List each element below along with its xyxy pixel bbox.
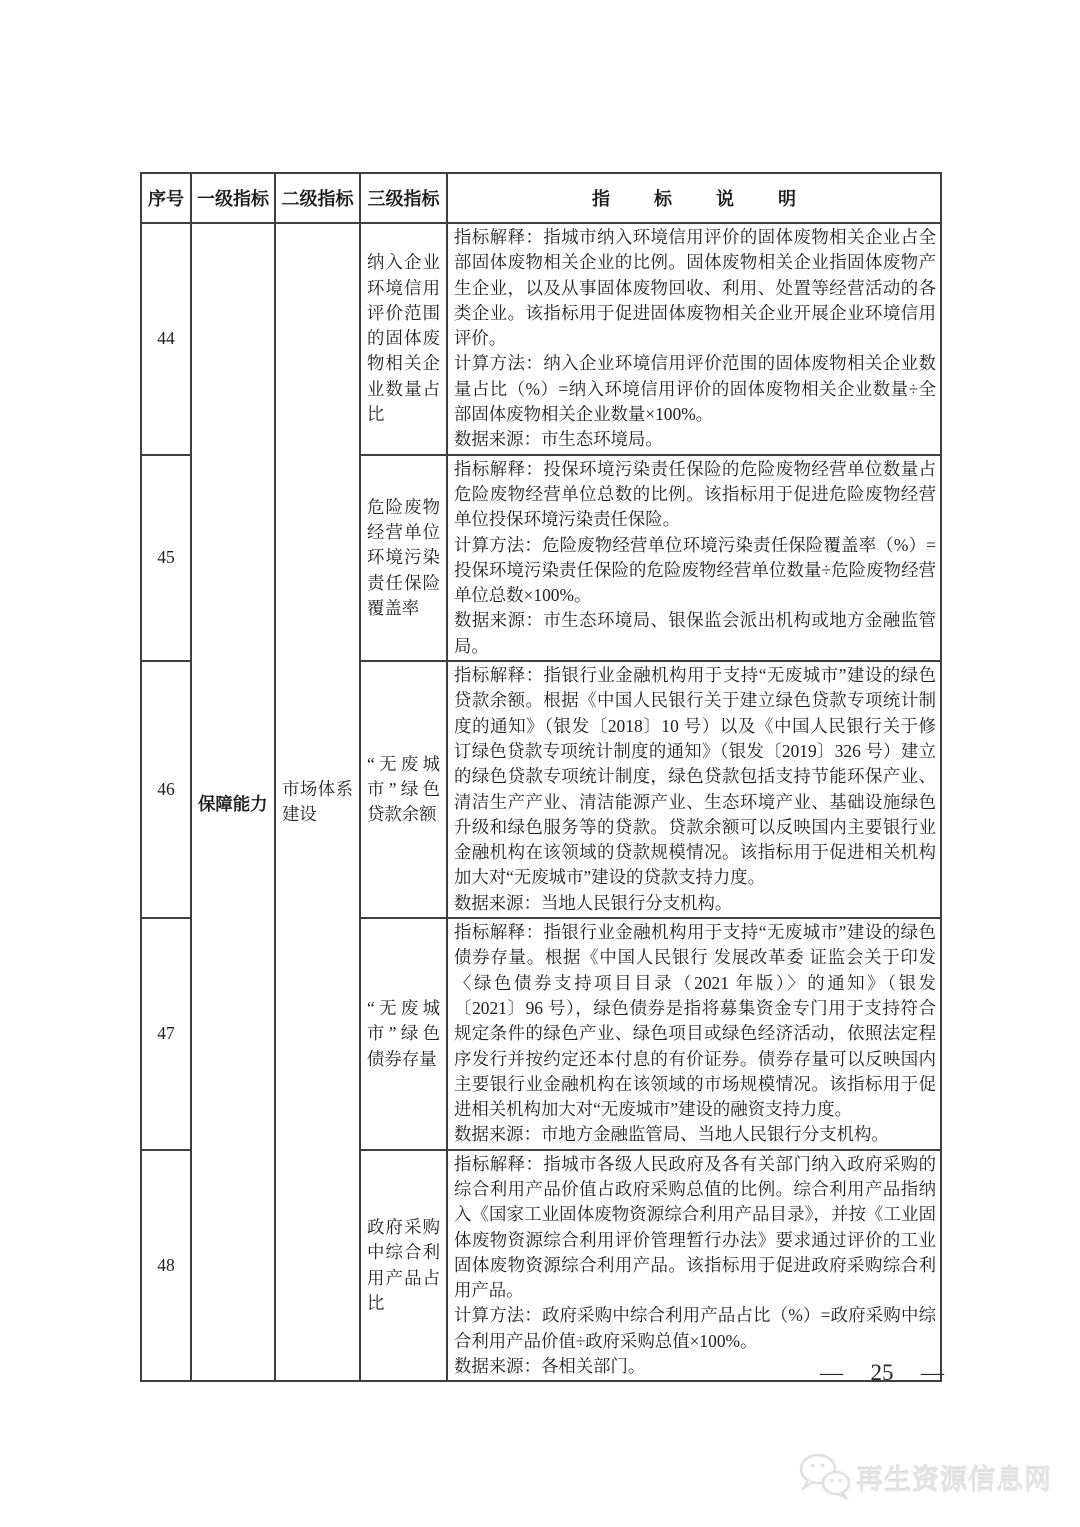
desc-paragraph: 数据来源：市地方金融监管局、当地人民银行分支机构。 [454,1124,889,1145]
row-number: 47 [141,918,191,1150]
level3-indicator: 危险废物经营单位环境污染责任保险覆盖率 [360,455,447,661]
level3-indicator: “无废城市”绿色债券存量 [360,918,447,1150]
row-number: 48 [141,1150,191,1382]
page-number [820,1360,944,1386]
indicator-description [447,455,941,661]
indicator-description [447,223,941,455]
col-header-no: 序号 [141,173,191,223]
col-header-level2: 二级指标 [275,173,360,223]
indicator-description [447,661,941,918]
page-number-dash: — [921,1360,944,1385]
watermark [796,1450,1052,1505]
level3-indicator: 纳入企业环境信用评价范围的固体废物相关企业数量占比 [360,223,447,455]
page-number-dash: — [820,1360,843,1385]
level2-indicator: 市场体系建设 [275,223,360,1381]
desc-paragraph: 数据来源：各相关部门。 [454,1356,646,1377]
desc-paragraph: 计算方法：政府采购中综合利用产品占比（%）=政府采购中综合利用产品价值÷政府采购总值×100%。 [454,1305,936,1351]
indicator-description [447,918,941,1150]
desc-paragraph: 指标解释：指城市各级人民政府及各有关部门纳入政府采购的综合利用产品价值占政府采购总值的比例。综合利用产品指纳入《国家工业固体废物资源综合利用产品目录》，并按《工业固体废物资源综合利用评价管理暂行办法》要求通过评价的工业固体废物资源综合利用产品。该指标用于促进政府采购综合利用产品。 [454,1153,936,1301]
row-number: 46 [141,661,191,918]
table-row [141,223,941,455]
desc-paragraph: 指标解释：指银行业金融机构用于支持“无废城市”建设的绿色贷款余额。根据《中国人民银行关于建立绿色贷款专项统计制度的通知》（银发〔2018〕10 号）以及《中国人民银行关于修订绿色贷款专项统计制度的通知》（银发〔2019〕326 号）建立的绿色贷款专项统计制度，绿色贷款包括支持节能环保产业、清洁生产产业、清洁能源产业、生态环境产业、基础设施绿色升级和绿色服务等的贷款。贷款余额可以反映国内主要银行业金融机构在该领域的贷款规模情况。该指标用于促进相关机构加大对“无废城市”建设的贷款支持力度。 [454,665,936,888]
desc-paragraph: 指标解释：指城市纳入环境信用评价的固体废物相关企业占全部固体废物相关企业的比例。固体废物相关企业指固体废物产生企业，以及从事固体废物回收、利用、处置等经营活动的各类企业。该指标用于促进固体废物相关企业开展企业环境信用评价。 [454,227,936,349]
desc-paragraph: 数据来源：市生态环境局、银保监会派出机构或地方金融监管局。 [454,610,936,656]
level1-indicator: 保障能力 [191,223,275,1381]
indicator-description [447,1150,941,1382]
col-header-level1: 一级指标 [191,173,275,223]
desc-paragraph: 计算方法：纳入企业环境信用评价范围的固体废物相关企业数量占比（%）=纳入环境信用评价的固体废物相关企业数量÷全部固体废物相关企业数量×100%。 [454,353,936,425]
row-number: 44 [141,223,191,455]
header-row [141,173,941,223]
desc-paragraph: 指标解释：投保环境污染责任保险的危险废物经营单位数量占危险废物经营单位总数的比例。该指标用于促进危险废物经营单位投保环境污染责任保险。 [454,458,936,530]
desc-paragraph: 指标解释：指银行业金融机构用于支持“无废城市”建设的绿色债券存量。根据《中国人民银行 发展改革委 证监会关于印发〈绿色债券支持项目目录（2021 年版）〉的通知》（银发〔2021〕96 号），绿色债券是指将募集资金专门用于支持符合规定条件的绿色产业、绿色项目或绿色经济活动，依照法定程序发行并按约定还本付息的有价证券。债券存量可以反映国内主要银行业金融机构在该领域的市场规模情况。该指标用于促进相关机构加大对“无废城市”建设的融资支持力度。 [454,922,936,1120]
watermark-text: 再生资源信息网 [856,1465,1052,1495]
desc-paragraph: 计算方法：危险废物经营单位环境污染责任保险覆盖率（%）=投保环境污染责任保险的危险废物经营单位数量÷危险废物经营单位总数×100%。 [454,534,936,606]
indicator-table [140,172,942,1382]
wechat-icon [796,1450,852,1505]
level3-indicator: “无废城市”绿色贷款余额 [360,661,447,918]
col-header-level3: 三级指标 [360,173,447,223]
desc-paragraph: 数据来源：市生态环境局。 [454,429,663,450]
level3-indicator: 政府采购中综合利用产品占比 [360,1150,447,1382]
desc-paragraph: 数据来源：当地人民银行分支机构。 [454,892,733,913]
page-number-value: 25 [870,1360,894,1385]
row-number: 45 [141,455,191,661]
col-header-description: 指标说明 [447,173,941,223]
